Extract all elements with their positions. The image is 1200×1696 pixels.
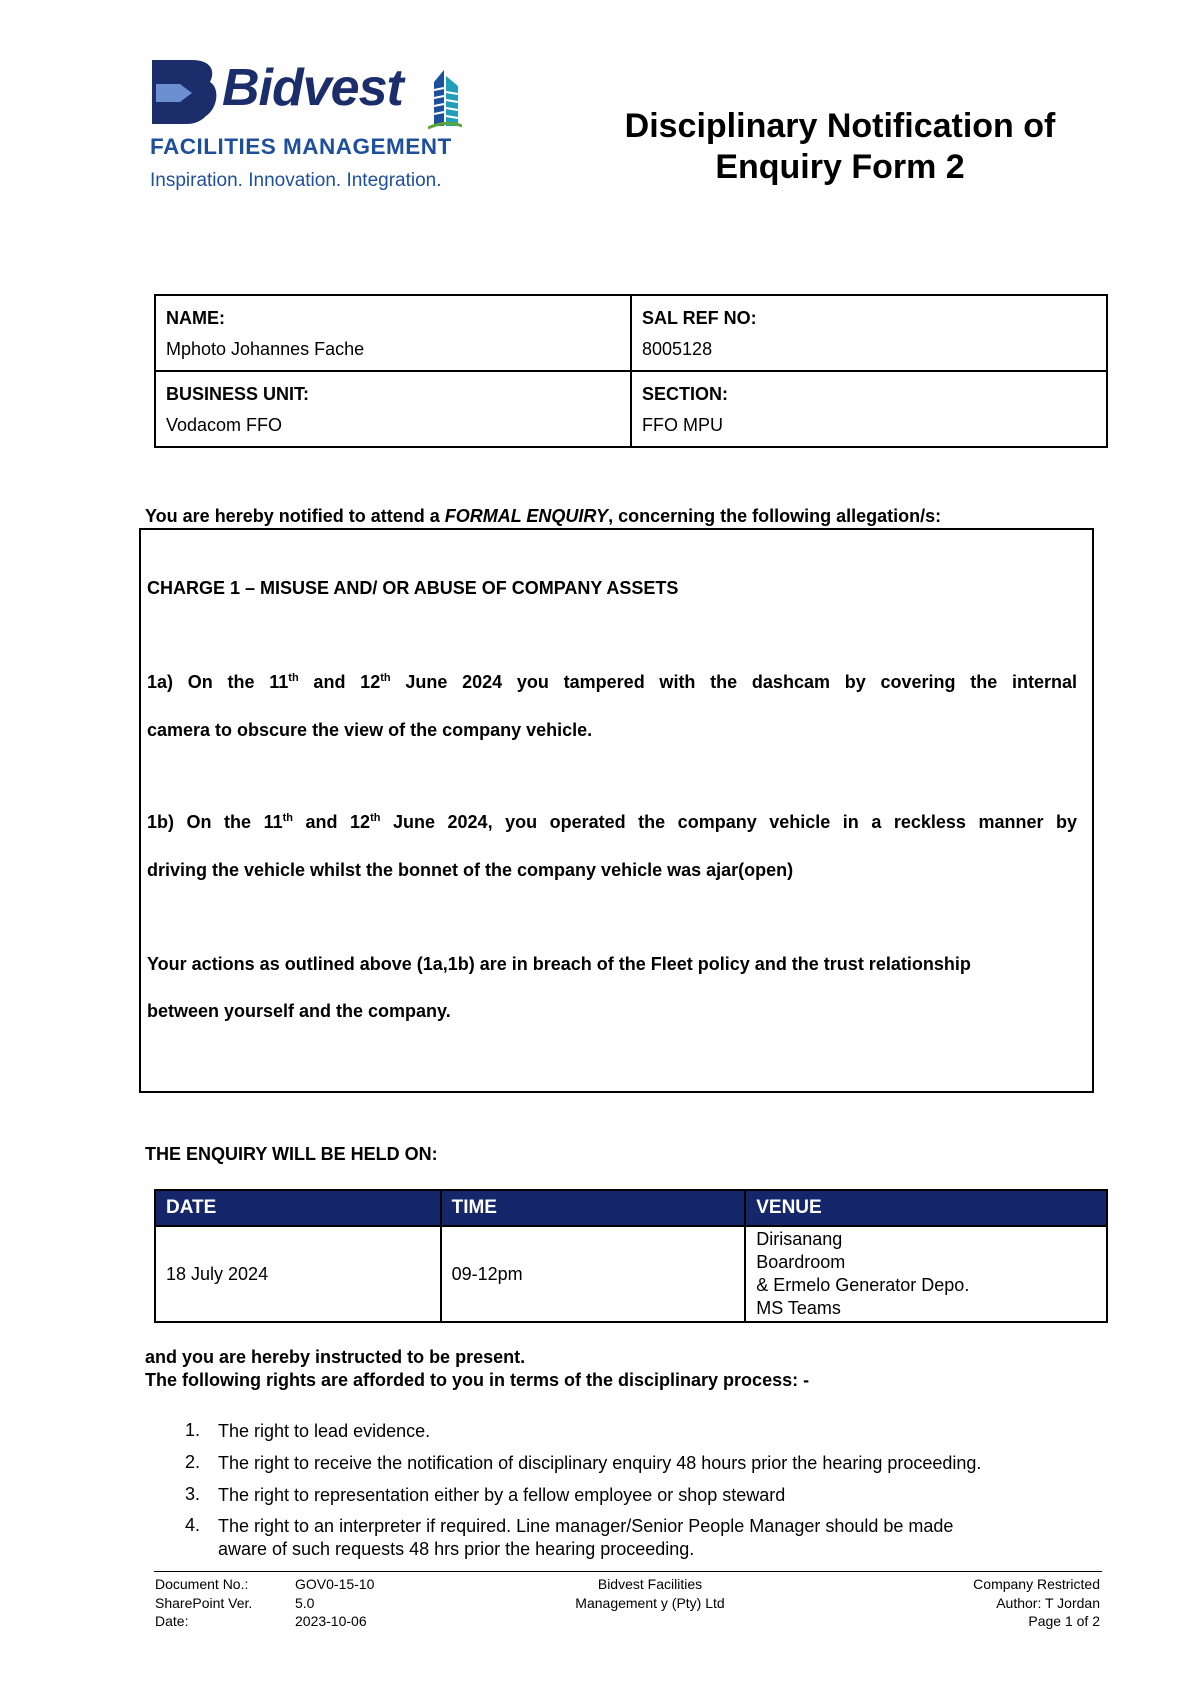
logo-wordmark: Bidvest xyxy=(222,59,403,117)
charge-heading: CHARGE 1 – MISUSE AND/ OR ABUSE OF COMPANY ASSETS xyxy=(147,578,679,598)
name-value: Mphoto Johannes Fache xyxy=(166,339,365,359)
list-item-line: aware of such requests 48 hrs prior the hearing proceeding. xyxy=(218,1539,695,1559)
footer-divider xyxy=(154,1571,1102,1572)
charge-summary-line-1: Your actions as outlined above (1a,1b) are in breach of the Fleet policy and the trust relationship xyxy=(147,954,971,974)
footer-company xyxy=(520,1575,780,1612)
venue-line: MS Teams xyxy=(756,1298,841,1318)
list-item-text: The right to lead evidence. xyxy=(218,1421,431,1441)
sharepoint-value: 5.0 xyxy=(295,1594,315,1611)
page-number: Page 1 of 2 xyxy=(1028,1613,1100,1629)
footer-document-info xyxy=(155,1575,374,1631)
list-item-number: 2. xyxy=(184,1452,200,1472)
charge-1b-sup-1: th xyxy=(282,812,293,824)
charge-1a-text-2: and 12 xyxy=(298,672,381,692)
rights-heading: The following rights are afforded to you in terms of the disciplinary process: - xyxy=(145,1370,810,1390)
ref-cell xyxy=(631,295,1107,371)
enquiry-schedule-table xyxy=(154,1189,1108,1323)
charge-1b-text-2: and 12 xyxy=(293,812,371,832)
logo-division: FACILITIES MANAGEMENT xyxy=(150,134,452,159)
notice-emphasis: FORMAL ENQUIRY xyxy=(444,506,609,526)
notice-line xyxy=(145,506,941,527)
list-item-number: 4. xyxy=(184,1515,200,1535)
charge-1b-line-2: driving the vehicle whilst the bonnet of the company vehicle was ajar(open) xyxy=(147,860,794,880)
list-item-text: The right to representation either by a fellow employee or shop steward xyxy=(218,1485,786,1505)
section-value: FFO MPU xyxy=(642,415,723,435)
doc-no-label: Document No.: xyxy=(155,1576,249,1592)
name-cell xyxy=(155,295,631,371)
charge-1a-text-3: June 2024 you tampered with the dashcam by covering the internal xyxy=(390,672,1078,692)
time-header: TIME xyxy=(441,1190,746,1226)
venue-value xyxy=(745,1226,1107,1322)
title-line-1: Disciplinary Notification of xyxy=(624,107,1056,145)
title-line-2: Enquiry Form 2 xyxy=(715,148,965,186)
list-item-number: 1. xyxy=(184,1420,200,1440)
notice-suffix: , concerning the following allegation/s: xyxy=(608,506,942,526)
venue-line: Boardroom xyxy=(756,1252,846,1272)
restricted-label: Company Restricted xyxy=(973,1576,1100,1592)
bidvest-b-icon xyxy=(150,60,220,126)
enquiry-heading: THE ENQUIRY WILL BE HELD ON: xyxy=(145,1144,438,1164)
date-value-footer: 2023-10-06 xyxy=(295,1613,367,1629)
business-unit-label: BUSINESS UNIT: xyxy=(166,384,310,404)
company-line-2: Management y (Pty) Ltd xyxy=(575,1594,725,1611)
section-cell xyxy=(631,371,1107,447)
date-header: DATE xyxy=(155,1190,441,1226)
charge-1a-line-1 xyxy=(147,672,1077,693)
date-label: Date: xyxy=(155,1613,189,1629)
business-unit-cell xyxy=(155,371,631,447)
charge-1b-line-1 xyxy=(147,812,1077,833)
venue-line: & Ermelo Generator Depo. xyxy=(756,1275,970,1295)
charge-1a-line-2: camera to obscure the view of the company vehicle. xyxy=(147,720,593,740)
building-icon xyxy=(428,70,462,130)
name-label: NAME: xyxy=(166,308,225,328)
company-logo xyxy=(150,58,490,198)
ref-value: 8005128 xyxy=(642,339,713,359)
venue-line: Dirisanang xyxy=(756,1229,843,1249)
charge-summary-line-2: between yourself and the company. xyxy=(147,1001,451,1021)
doc-no-value: GOV0-15-10 xyxy=(295,1576,375,1592)
charge-1a-text-1: 1a) On the 11 xyxy=(147,672,289,692)
business-unit-value: Vodacom FFO xyxy=(166,415,283,435)
charge-box xyxy=(139,528,1094,1093)
sharepoint-label: SharePoint Ver. xyxy=(155,1594,253,1611)
present-instruction: and you are hereby instructed to be present. xyxy=(145,1347,526,1367)
charge-1b-text-1: 1b) On the 11 xyxy=(147,812,283,832)
footer-meta xyxy=(860,1575,1100,1631)
charge-1b-sup-2: th xyxy=(370,812,381,824)
notice-prefix: You are hereby notified to attend a xyxy=(145,506,445,526)
section-label: SECTION: xyxy=(642,384,729,404)
date-value: 18 July 2024 xyxy=(155,1226,441,1322)
logo-tagline: Inspiration. Innovation. Integration. xyxy=(150,170,442,191)
charge-1a-sup-1: th xyxy=(288,672,299,684)
author-label: Author: T Jordan xyxy=(996,1594,1100,1611)
charge-1a-sup-2: th xyxy=(380,672,391,684)
venue-header: VENUE xyxy=(745,1190,1107,1226)
time-value: 09-12pm xyxy=(441,1226,746,1322)
company-line-1: Bidvest Facilities xyxy=(597,1576,703,1592)
charge-1b-text-3: June 2024, you operated the company vehicle in a reckless manner by xyxy=(380,812,1077,832)
list-item-number: 3. xyxy=(184,1484,200,1504)
list-item-text: The right to receive the notification of disciplinary enquiry 48 hours prior the hearing proceeding. xyxy=(218,1453,982,1473)
document-title xyxy=(580,106,1100,188)
ref-label: SAL REF NO: xyxy=(642,308,757,328)
list-item-line: The right to an interpreter if required. Line manager/Senior People Manager should be made xyxy=(218,1516,954,1536)
list-item-text xyxy=(218,1515,1088,1561)
employee-info-table xyxy=(154,294,1108,448)
